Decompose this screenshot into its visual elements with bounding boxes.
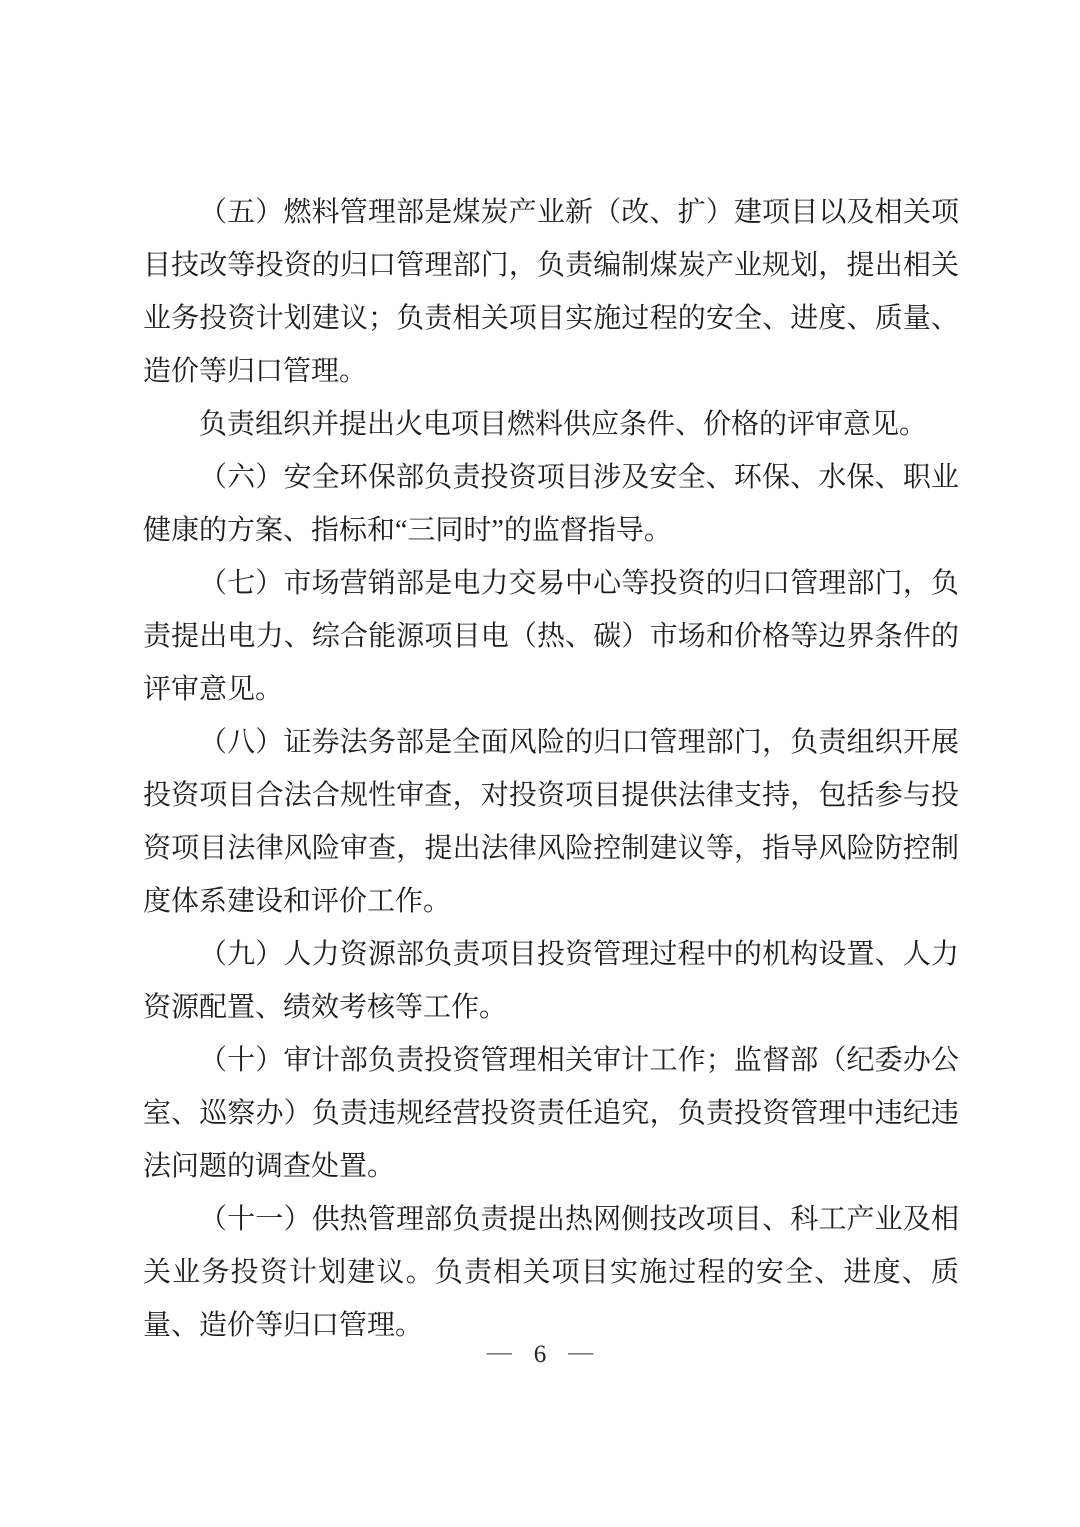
paragraph-item-8-securities-legal: （八）证券法务部是全面风险的归口管理部门，负责组织开展投资项目合法合规性审查，对投资项目提供法律支持，包括参与投资项目法律风险审查，提出法律风险控制建议等，指导风险防控制度体系建设和评价工作。 <box>143 727 959 917</box>
paragraph-item-7-marketing: （七）市场营销部是电力交易中心等投资的归口管理部门，负责提出电力、综合能源项目电（热、碳）市场和价格等边界条件的评审意见。 <box>143 568 959 705</box>
page-footer <box>0 1340 1080 1370</box>
paragraph-item-9-human-resources: （九）人力资源部负责项目投资管理过程中的机构设置、人力资源配置、绩效考核等工作。 <box>143 939 959 1023</box>
paragraph-item-6-safety-environment: （六）安全环保部负责投资项目涉及安全、环保、水保、职业健康的方案、指标和“三同时”的监督指导。 <box>143 462 959 546</box>
paragraph-item-11-heating-management: （十一）供热管理部负责提出热网侧技改项目、科工产业及相关业务投资计划建议。负责相关项目实施过程的安全、进度、质量、造价等归口管理。 <box>143 1204 959 1341</box>
paragraph-item-10-audit-supervision: （十）审计部负责投资管理相关审计工作；监督部（纪委办公室、巡察办）负责违规经营投资责任追究，负责投资管理中违纪违法问题的调查处置。 <box>143 1045 959 1182</box>
paragraph-item-5-fuel-management: （五）燃料管理部是煤炭产业新（改、扩）建项目以及相关项目技改等投资的归口管理部门，负责编制煤炭产业规划，提出相关业务投资计划建议；负责相关项目实施过程的安全、进度、质量、造价等归口管理。 <box>143 197 959 387</box>
paragraph-fuel-review-opinion: 负责组织并提出火电项目燃料供应条件、价格的评审意见。 <box>199 409 928 440</box>
page-number: 6 <box>533 1341 547 1368</box>
footer-left-dash: — <box>486 1339 512 1366</box>
document-body <box>143 186 959 1352</box>
footer-right-dash: — <box>568 1339 594 1366</box>
